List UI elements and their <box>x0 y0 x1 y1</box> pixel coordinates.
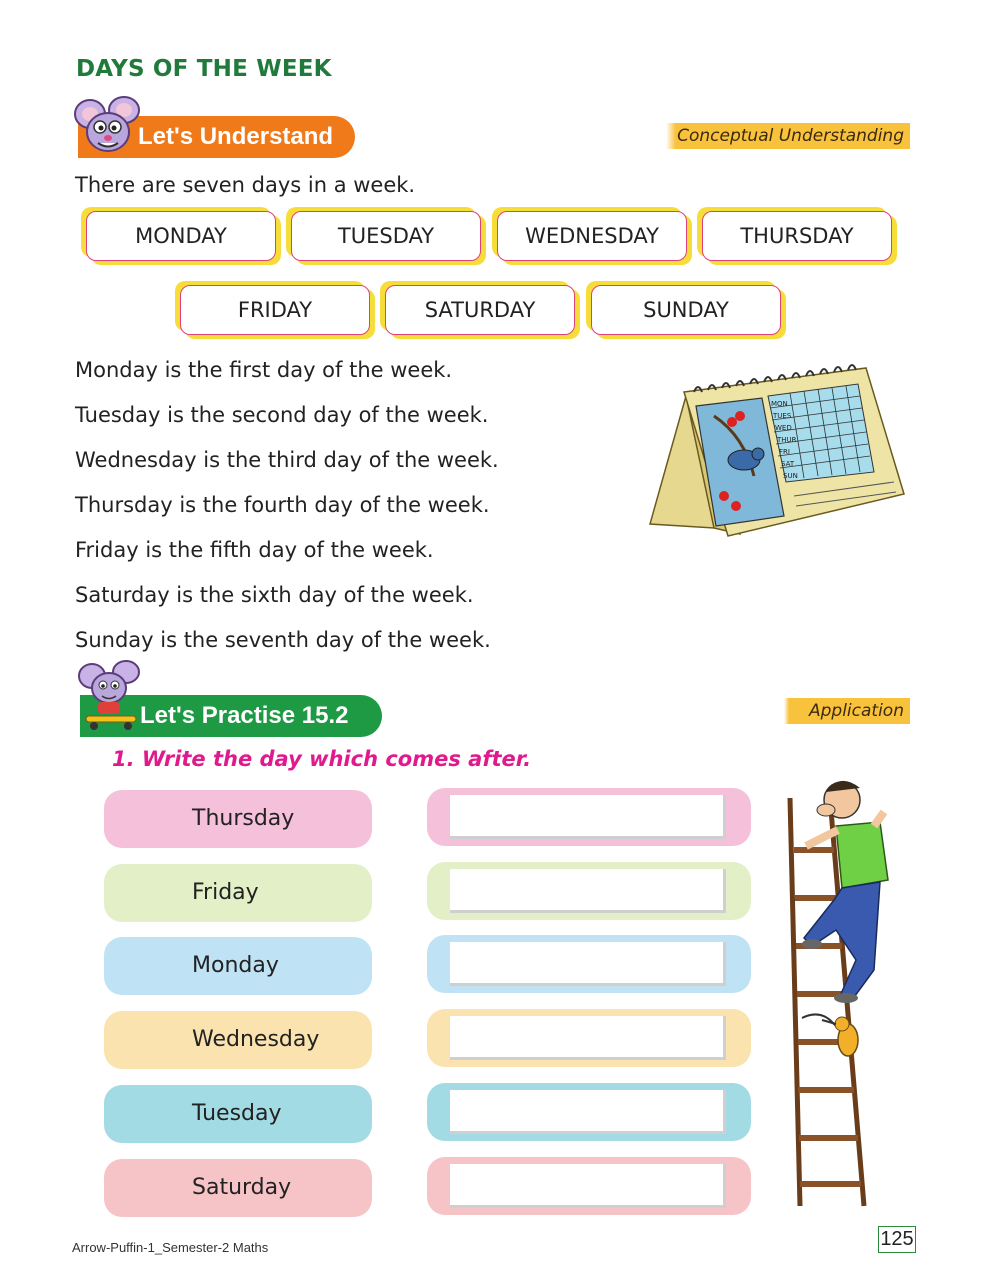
desk-calendar-illustration <box>644 356 916 542</box>
day-box-sunday: SUNDAY <box>591 285 781 335</box>
given-day-pill: Friday <box>104 864 372 922</box>
calendar-day-label: TUES <box>773 412 792 420</box>
calendar-day-label: WED <box>775 424 792 432</box>
answer-pill <box>427 788 751 846</box>
answer-pill <box>427 1009 751 1067</box>
fact-line: Wednesday is the third day of the week. <box>75 448 499 472</box>
calendar-day-label: MON <box>771 400 788 408</box>
chapter-title: DAYS OF THE WEEK <box>76 56 332 82</box>
intro-text: There are seven days in a week. <box>75 173 416 197</box>
given-day-pill: Saturday <box>104 1159 372 1217</box>
fact-line: Tuesday is the second day of the week. <box>75 403 489 427</box>
day-box-wednesday: WEDNESDAY <box>497 211 687 261</box>
answer-pill <box>427 935 751 993</box>
calendar-day-label: THUR <box>777 436 797 444</box>
conceptual-understanding-tag: Conceptual Understanding <box>666 123 910 149</box>
question-text: 1. Write the day which comes after. <box>112 747 532 771</box>
mouse-mascot-icon <box>72 96 142 158</box>
fact-line: Monday is the first day of the week. <box>75 358 453 382</box>
calendar-day-label: SAT <box>781 460 795 468</box>
answer-pill <box>427 1157 751 1215</box>
given-day-pill: Thursday <box>104 790 372 848</box>
page-number: 125 <box>878 1226 916 1253</box>
footer-text: Arrow-Puffin-1_Semester-2 Maths <box>72 1240 269 1255</box>
ribbon-label: Let's Understand <box>138 123 334 150</box>
day-box-monday: MONDAY <box>86 211 276 261</box>
answer-input-box[interactable] <box>450 1090 726 1134</box>
day-box-thursday: THURSDAY <box>702 211 892 261</box>
answer-pill <box>427 1083 751 1141</box>
answer-input-box[interactable] <box>450 869 726 913</box>
answer-pill <box>427 862 751 920</box>
fact-line: Friday is the fifth day of the week. <box>75 538 434 562</box>
answer-input-box[interactable] <box>450 1016 726 1060</box>
answer-input-box[interactable] <box>450 942 726 986</box>
given-day-pill: Monday <box>104 937 372 995</box>
calendar-day-label: FRI <box>779 448 790 456</box>
given-day-pill: Tuesday <box>104 1085 372 1143</box>
given-day-pill: Wednesday <box>104 1011 372 1069</box>
day-box-tuesday: TUESDAY <box>291 211 481 261</box>
fact-line: Thursday is the fourth day of the week. <box>75 493 490 517</box>
fact-line: Saturday is the sixth day of the week. <box>75 583 474 607</box>
fact-line: Sunday is the seventh day of the week. <box>75 628 491 652</box>
application-tag: Application <box>784 698 910 724</box>
calendar-day-label: SUN <box>783 472 798 480</box>
day-box-saturday: SATURDAY <box>385 285 575 335</box>
answer-input-box[interactable] <box>450 795 726 839</box>
ribbon-label: Let's Practise 15.2 <box>140 702 349 729</box>
mouse-skateboard-icon <box>76 660 146 732</box>
day-box-friday: FRIDAY <box>180 285 370 335</box>
man-on-ladder-illustration <box>770 770 915 1210</box>
answer-input-box[interactable] <box>450 1164 726 1208</box>
